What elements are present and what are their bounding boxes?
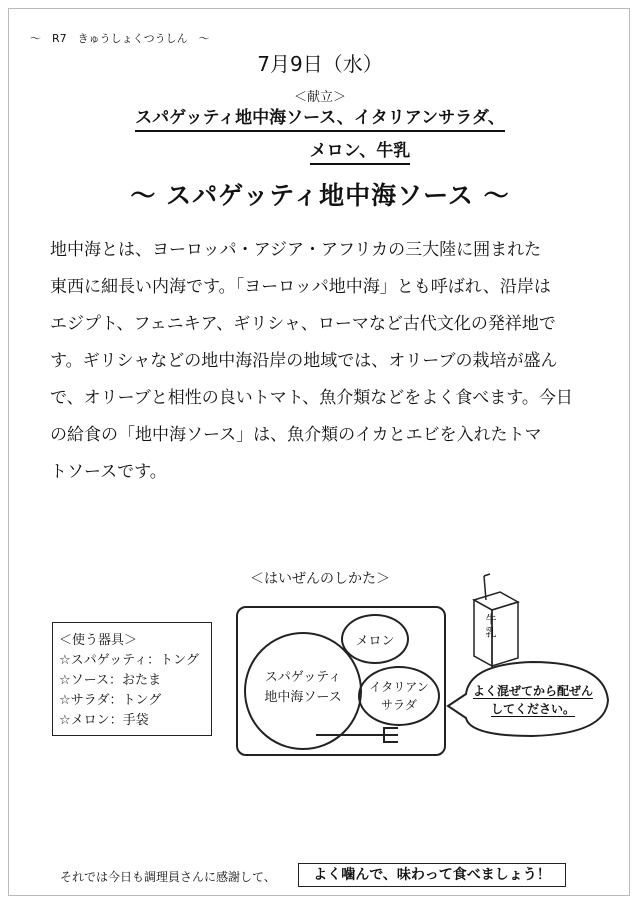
main-plate-label: [244, 668, 362, 708]
salad-bowl-line: イタリアン: [369, 680, 429, 694]
body-line: の給食の「地中海ソース」は、魚介類のイカとエビを入れたトマ: [50, 425, 542, 445]
body-line: 地中海とは、ヨーロッパ・アジア・アフリカの三大陸に囲まれた: [50, 240, 542, 260]
body-line: トソースです。: [50, 462, 167, 482]
main-plate-line: スパゲッティ: [264, 670, 342, 685]
newsletter-header: ～ R7 きゅうしょくつうしん ～: [30, 32, 210, 45]
main-plate-line: 地中海ソース: [264, 690, 342, 705]
body-line: エジプト、フェニキア、ギリシャ、ローマなど古代文化の発祥地で: [50, 314, 556, 334]
body-line: 東西に細長い内海です。「ヨーロッパ地中海」とも呼ばれ、沿岸は: [50, 277, 551, 297]
tool-item: ☆ソース：おたま: [59, 673, 162, 688]
bubble-line: [466, 682, 600, 700]
tool-item: ☆サラダ：トング: [59, 693, 162, 708]
tool-item: ☆スパゲッティ：トング: [59, 653, 199, 668]
section-title: ～ スパゲッティ地中海ソース ～: [130, 181, 510, 210]
bubble-line-text: してください。: [490, 702, 575, 716]
footer-lead: それでは今日も調理員さんに感謝して、: [60, 870, 276, 884]
menu-label: ＜献立＞: [293, 90, 346, 105]
bubble-message: [466, 682, 600, 718]
bubble-line-text: よく混ぜてから配ぜん: [472, 684, 593, 698]
menu-date: 7月9日（水）: [257, 52, 383, 76]
body-line: で、オリーブと相性の良いトマト、魚介類などをよく食べます。今日: [50, 388, 573, 408]
footer-emphasis: よく噛んで、味わって食べましょう！: [298, 863, 566, 887]
tool-item: ☆メロン：手袋: [59, 713, 149, 728]
salad-bowl-label: [358, 678, 440, 714]
menu-items-line-2-text: メロン、牛乳: [310, 141, 411, 165]
tools-title: ＜使う器具＞: [59, 633, 138, 648]
serving-title: ＜はいぜんのしかた＞: [250, 571, 390, 587]
body-line: す。ギリシャなどの地中海沿岸の地域では、オリーブの栽培が盛ん: [50, 351, 558, 371]
milk-label: 牛乳: [485, 613, 497, 639]
salad-bowl-line: サラダ: [381, 698, 417, 712]
bubble-line: [466, 700, 600, 718]
menu-items-line-1-text: スパゲッティ地中海ソース、イタリアンサラダ、: [135, 108, 505, 132]
melon-plate-label: メロン: [355, 634, 395, 649]
